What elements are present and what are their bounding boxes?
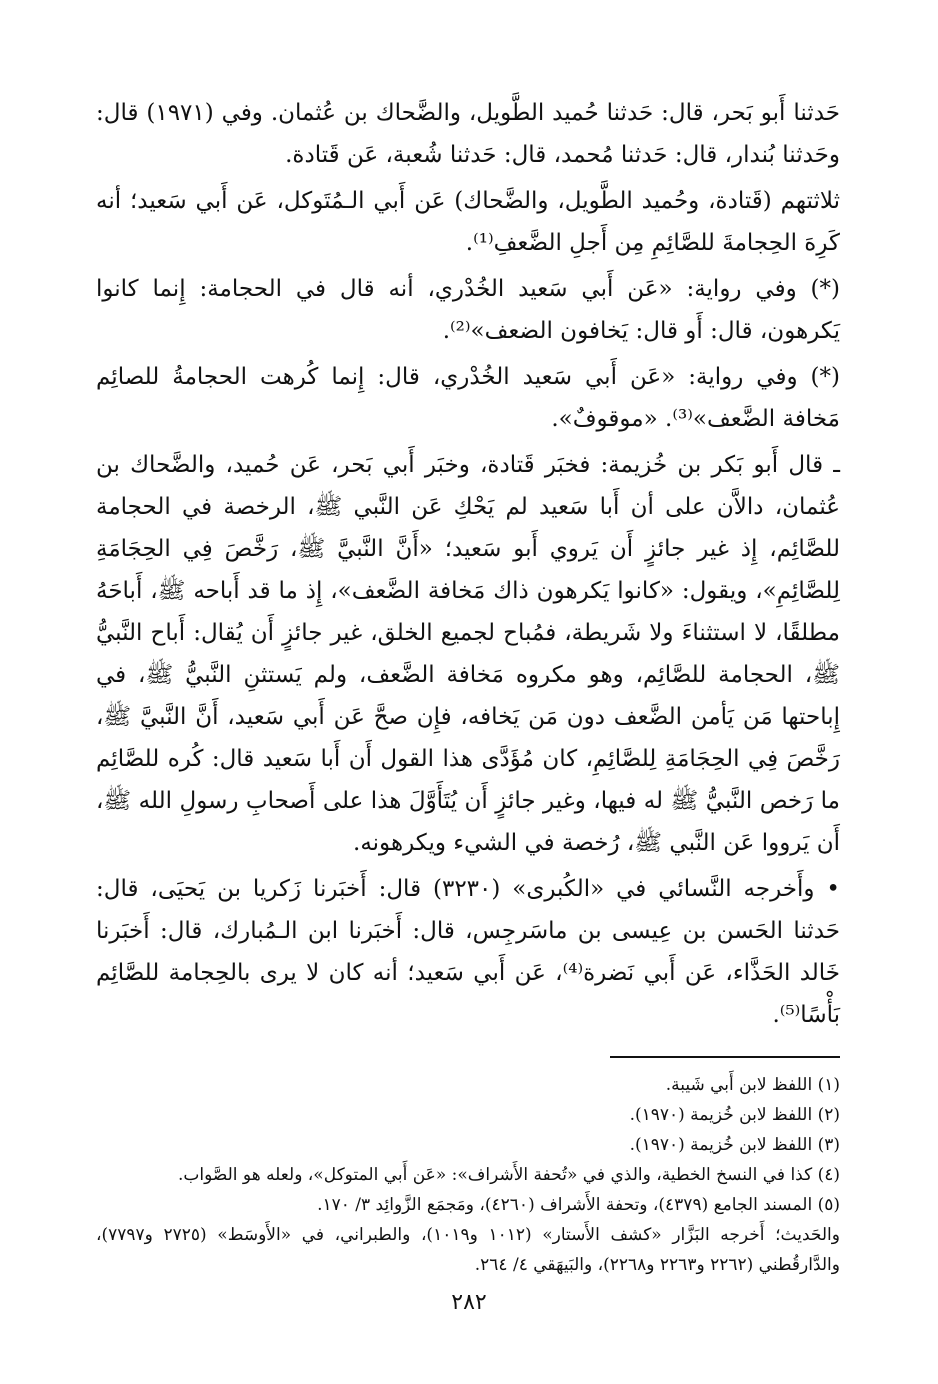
paragraph-isnad: حَدثنا أَبو بَحر، قال: حَدثنا حُميد الطَّويل، والضَّحاك بن عُثمان. وفي (١٩٧١) قال: وحَدثنا بُندار، قال: حَدثنا مُحمد، قال: حَدثنا شُعبة، عَن قَتادة. <box>96 100 840 168</box>
footnote-2: (٢) اللفظ لابن خُزيمة (١٩٧٠). <box>629 1105 840 1125</box>
paragraph-riwaya-1: (*) وفي رواية: «عَن أَبي سَعيد الخُدْري، أنه قال في الحجامة: إِنما كانوا يَكرهون، قال: أَو قال: يَخافون الضعف»⁽²⁾. <box>96 276 840 344</box>
footnote-5: (٥) المسند الجامع (٤٣٧٩)، وتحفة الأَشراف (٤٢٦٠)، ومَجمَع الزَّوائِد ٣/ ١٧٠. <box>317 1195 840 1215</box>
paragraph-summary: ثلاثتهم (قَتادة، وحُميد الطَّويل، والضَّحاك) عَن أَبي الـمُتَوكل، عَن أَبي سَعيد؛ أنه كَرِهَ الحِجامةَ للصَّائِمِ مِن أَجلِ الضَّعفِ⁽¹⁾. <box>96 188 840 256</box>
paragraph-ibn-khuzaima: ـ قال أَبو بَكر بن خُزيمة: فخبَر قَتادة، وخبَر أَبي بَحر، عَن حُميد، والضَّحاك بن عُثمان، دالاَّن على أن أَبا سَعيد لم يَحْكِ عَن النَّبي ﷺ، الرخصة في الحجامة للصَّائِم، إِذ غير جائزٍ أَن يَروي أَبو سَعيد؛ «أَنَّ النَّبيَّ ﷺ، رَخَّصَ فِي الحِجَامَةِ لِلصَّائِمِ»، ويقول: «كانوا يَكرهون ذاك مَخافة الضَّعف»، إِذ ما قد أَباحه ﷺ، أَباحَهُ مطلقًا، لا استثناءَ ولا شَريطة، فمُباح لجميع الخلق، غير جائزٍ أَن يُقال: أَباح النَّبيُّ ﷺ، الحجامة للصَّائِم، وهو مكروه مَخافة الضَّعف، ولم يَستثنِ النَّبيُّ ﷺ، في إِباحتها مَن يَأمن الضَّعف دون مَن يَخافه، فإِن صحَّ عَن أَبي سَعيد، أَنَّ النَّبيَّ ﷺ، رَخَّصَ فِي الحِجَامَةِ لِلصَّائِمِ، كان مُؤَدَّى هذا القول أَن أَبا سَعيد قال: كُره للصَّائِم ما رَخص النَّبيُّ ﷺ له فيها، وغير جائزٍ أَن يُتَأَوَّلَ هذا على أَصحابِ رسولِ الله ﷺ، أَن يَرووا عَن النَّبي ﷺ، رُخصة في الشيء ويكرهونه. <box>96 452 840 856</box>
footnote-divider <box>610 1056 840 1058</box>
page-number: ٢٨٢ <box>451 1290 487 1315</box>
footnote-5-continuation: والحَديث؛ أَخرجه البَزَّار «كشف الأَستار» (١٠١٢ و١٠١٩)، والطبراني، في «الأَوسَط» (٢٧٢٥ و٧٧٩٧)، والدَّارقُطني (٢٢٦٢ و٢٢٦٣ و٢٢٦٨)، والبَيهَقي ٤/ ٢٦٤. <box>96 1225 840 1275</box>
paragraph-riwaya-2: (*) وفي رواية: «عَن أَبي سَعيد الخُدْري، قال: إِنما كُرهت الحجامةُ للصائِم مَخافة الضَّعف»⁽³⁾. «موقوفٌ». <box>96 364 840 432</box>
footnote-1: (١) اللفظ لابن أَبي شَيبة. <box>665 1075 840 1095</box>
footnote-4: (٤) كذا في النسخ الخطية، والذي في «تُحفة الأَشراف»: «عَن أَبي المتوكل»، ولعله هو الصَّواب. <box>177 1165 840 1185</box>
main-text <box>96 92 840 1036</box>
paragraph-nasai: • وأَخرجه النَّسائي في «الكُبرى» (٣٢٣٠) قال: أَخبَرنا زَكريا بن يَحيَى، قال: حَدثنا الحَسن بن عِيسى بن ماسَرجِس، قال: أَخبَرنا ابن الـمُبارك، قال: أَخبَرنا خَالد الحَذَّاء، عَن أَبي نَضرة⁽⁴⁾، عَن أَبي سَعيد؛ أنه كان لا يرى بالحِجامة للصَّائِم بَأْسًا⁽⁵⁾. <box>96 876 840 1028</box>
footnotes <box>96 1070 840 1280</box>
page-body <box>96 92 840 1280</box>
footnote-3: (٣) اللفظ لابن خُزيمة (١٩٧٠). <box>629 1135 840 1155</box>
